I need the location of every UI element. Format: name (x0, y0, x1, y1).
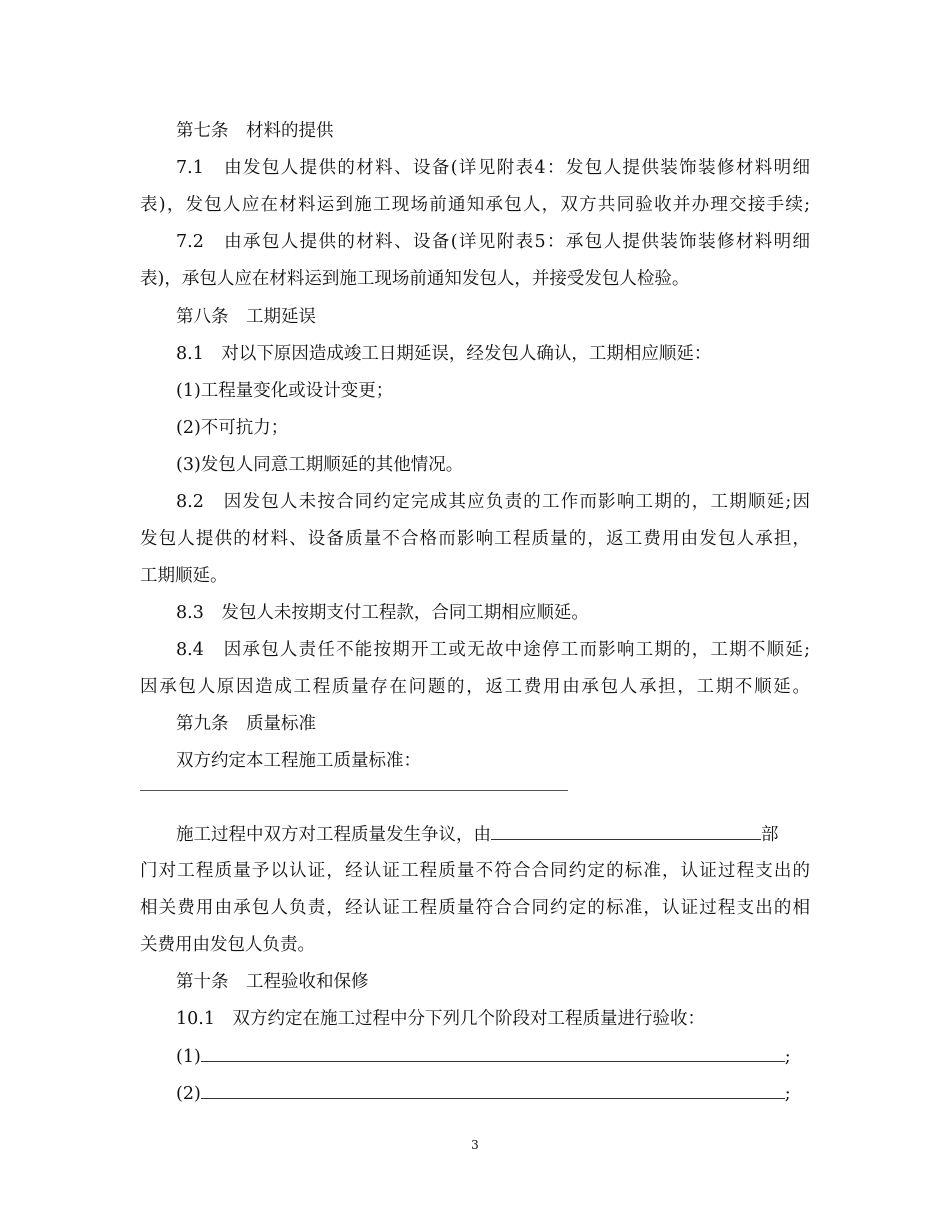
page-number: 3 (471, 1138, 479, 1152)
list-marker: (1) (176, 1047, 201, 1067)
list-item: (1)工程量变化或设计变更； (176, 381, 394, 401)
paragraph-line: 7.2 由承包人提供的材料、设备(详见附表5：承包人提供装饰装修材料明细 (176, 232, 810, 252)
paragraph-line: 工期顺延。 (140, 566, 228, 586)
paragraph-line: 表)，承包人应在材料运到施工现场前通知发包人，并接受发包人检验。 (140, 269, 690, 289)
fill-in-blank (491, 822, 761, 840)
paragraph-line-with-blank (176, 822, 810, 847)
paragraph-line: 10.1 双方约定在施工过程中分下列几个阶段对工程质量进行验收： (176, 1009, 705, 1029)
paragraph-line: 相关费用由承包人负责，经认证工程质量符合合同约定的标准，认证过程支出的相 (140, 898, 810, 918)
paragraph-line: 关费用由发包人负责。 (140, 935, 315, 955)
heading-article-8: 第八条 工期延误 (176, 307, 316, 327)
paragraph-line: 因承包人原因造成工程质量存在问题的，返工费用由承包人承担，工期不顺延。 (140, 677, 810, 697)
heading-article-9: 第九条 质量标准 (176, 714, 316, 734)
fill-in-blank-line (140, 790, 568, 791)
paragraph-text: 施工过程中双方对工程质量发生争议，由 (176, 825, 491, 845)
paragraph-line: 8.3 发包人未按期支付工程款，合同工期相应顺延。 (176, 603, 589, 623)
paragraph-line: 双方约定本工程施工质量标准： (176, 751, 421, 771)
list-marker: (2) (176, 1084, 201, 1104)
list-item: (3)发包人同意工期顺延的其他情况。 (176, 455, 464, 475)
paragraph-line: 8.1 对以下原因造成竣工日期延误，经发包人确认，工期相应顺延： (176, 344, 712, 364)
fill-in-blank (201, 1081, 785, 1099)
list-terminator: ; (784, 1047, 791, 1067)
paragraph-line: 门对工程质量予以认证，经认证工程质量不符合合同约定的标准，认证过程支出的 (140, 861, 810, 881)
fill-in-blank (201, 1044, 785, 1062)
heading-article-10: 第十条 工程验收和保修 (176, 972, 369, 992)
heading-article-7: 第七条 材料的提供 (176, 121, 334, 141)
paragraph-line: 表)，发包人应在材料运到施工现场前通知承包人，双方共同验收并办理交接手续; (140, 195, 810, 215)
paragraph-line: 发包人提供的材料、设备质量不合格而影响工程质量的，返工费用由发包人承担， (140, 529, 810, 549)
list-item-with-blank (176, 1081, 810, 1106)
list-item-with-blank (176, 1044, 810, 1069)
paragraph-line: 8.4 因承包人责任不能按期开工或无故中途停工而影响工期的，工期不顺延; (176, 640, 810, 660)
list-item: (2)不可抗力； (176, 418, 289, 438)
paragraph-line: 8.2 因发包人未按合同约定完成其应负责的工作而影响工期的，工期顺延;因 (176, 492, 810, 512)
list-terminator: ; (784, 1084, 791, 1104)
paragraph-line: 7.1 由发包人提供的材料、设备(详见附表4：发包人提供装饰装修材料明细 (176, 158, 810, 178)
paragraph-text: 部 (761, 825, 779, 845)
